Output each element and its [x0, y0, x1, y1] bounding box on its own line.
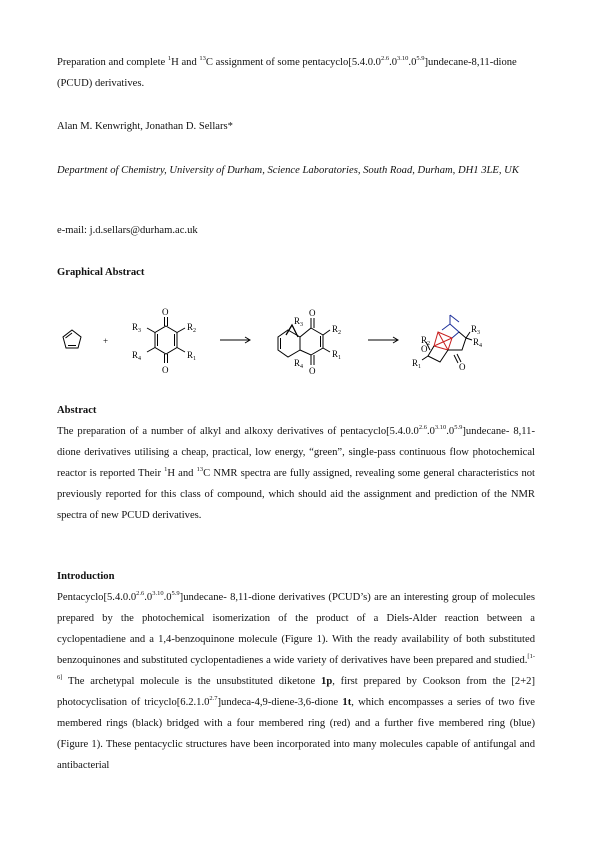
r1-label: $R_1$: [187, 350, 197, 362]
intro-text: Pentacyclo[5.4.0.0: [57, 592, 137, 603]
compound-label-1t: 1t: [342, 697, 352, 708]
r2-label: $R_2$: [187, 322, 197, 334]
intro-text: ]undeca-4,9-diene-3,6-dione: [217, 697, 343, 708]
intro-text: , which encompasses a series of two five membered rings (black) bridged with a four membered ring (red) and a further five membered ring (blue) (Figure 1). These pentacyclic structures have been incorporated into many molecules capable of antifungal and antibacterial: [57, 697, 535, 771]
intro-text: The archetypal molecule is the unsubstituted diketone: [62, 676, 322, 687]
abstract-text: .0: [446, 426, 455, 437]
benzoquinone-structure: [147, 317, 185, 363]
r4-label: $R_4$: [294, 358, 304, 370]
diels-alder-adduct-structure: [278, 318, 330, 365]
cyclopentadiene-structure: [63, 330, 81, 348]
intro-text: .0: [144, 592, 153, 603]
abstract-sup: 5.9: [454, 424, 463, 431]
oxygen-label: O: [162, 365, 169, 375]
oxygen-label: O: [162, 307, 169, 317]
introduction-heading: Introduction: [57, 571, 115, 582]
r2-label: $R_2$: [421, 335, 431, 347]
intro-sup: 3.10: [152, 590, 164, 597]
r4-label: $R_4$: [132, 350, 142, 362]
intro-text: ]undecane- 8,11-dione derivatives (PCUD’s) are an interesting group of molecules prepared by the photochemical isomerization of the product of a Diels-Alder reaction between a cyclopentadiene and a 1,4-benzoquinone molecule (Figure 1). With the ready availability of both substituted benzoquinones and substituted cyclopentadienes a wide variety of derivatives have been prepared and studied.: [57, 592, 535, 666]
email: e-mail: j.d.sellars@durham.ac.uk: [57, 225, 198, 236]
abstract-sup: 2.6: [418, 424, 427, 431]
abstract-sup: 13: [196, 466, 204, 473]
title-sup: 2.6: [380, 55, 390, 62]
oxygen-label: O: [309, 308, 316, 318]
r1-label: $R_1$: [332, 349, 342, 361]
r1-label: $R_1$: [412, 358, 422, 370]
intro-sup: 5.9: [171, 590, 180, 597]
affiliation: Department of Chemistry, University of Durham, Science Laboratories, South Road, Durham, DH1 3LE, UK: [57, 165, 519, 176]
oxygen-label: O: [421, 344, 428, 354]
graphical-abstract-heading: Graphical Abstract: [57, 267, 145, 278]
oxygen-label: O: [459, 362, 466, 372]
paper-title: [57, 52, 535, 94]
intro-sup: 2.7: [209, 695, 218, 702]
title-sup: 1: [167, 55, 172, 62]
oxygen-label: O: [309, 366, 316, 376]
title-text: H and: [171, 57, 200, 68]
abstract-sup: 3.10: [434, 424, 447, 431]
title-sup: 13: [199, 55, 206, 62]
r3-label: $R_3$: [294, 316, 304, 328]
abstract-text: C NMR spectra are fully assigned, revealing some general characteristics not previously reported for this class of compound, which should aid the assignment and prediction of the NMR spectra of new PCUD derivatives.: [57, 468, 535, 521]
title-sup: 3.10: [397, 55, 409, 62]
intro-sup: 2.6: [136, 590, 145, 597]
title-text: Preparation and complete: [57, 57, 168, 68]
intro-text: , first prepared by Cookson from the [2+2] photocyclisation of tricyclo[6.2.1.0: [57, 676, 535, 708]
r2-label: $R_2$: [332, 324, 342, 336]
intro-text: .0: [163, 592, 172, 603]
introduction-body: [57, 587, 535, 776]
graphical-abstract-scheme: [50, 300, 550, 388]
pcud-cage-structure: [422, 315, 472, 363]
abstract-text: H and: [167, 468, 197, 479]
r3-label: $R_3$: [471, 324, 481, 336]
title-text: ]undecane-8,11-dione (PCUD) derivatives.: [57, 57, 517, 89]
abstract-body: [57, 421, 535, 526]
reference-citation: [1-6]: [57, 653, 535, 681]
title-text: C assignment of some pentacyclo[5.4.0.0: [205, 57, 381, 68]
abstract-text: The preparation of a number of alkyl and alkoxy derivatives of pentacyclo[5.4.0.0: [57, 426, 419, 437]
title-text: .0: [408, 57, 417, 68]
r3-label: $R_3$: [132, 322, 142, 334]
title-text: .0: [389, 57, 398, 68]
abstract-heading: Abstract: [57, 405, 97, 416]
authors: Alan M. Kenwright, Jonathan D. Sellars*: [57, 121, 233, 132]
plus-sign: +: [103, 336, 109, 346]
r4-label: $R_4$: [473, 337, 483, 349]
abstract-sup: 1: [164, 466, 168, 473]
compound-label-1p: 1p: [321, 676, 333, 687]
abstract-text: .0: [426, 426, 435, 437]
abstract-text: ]undecane- 8,11-dione derivatives utilising a cheap, practical, low energy, “green”, single-pass continuous flow photochemical reactor is reported Their: [57, 426, 535, 479]
title-sup: 5.9: [416, 55, 425, 62]
